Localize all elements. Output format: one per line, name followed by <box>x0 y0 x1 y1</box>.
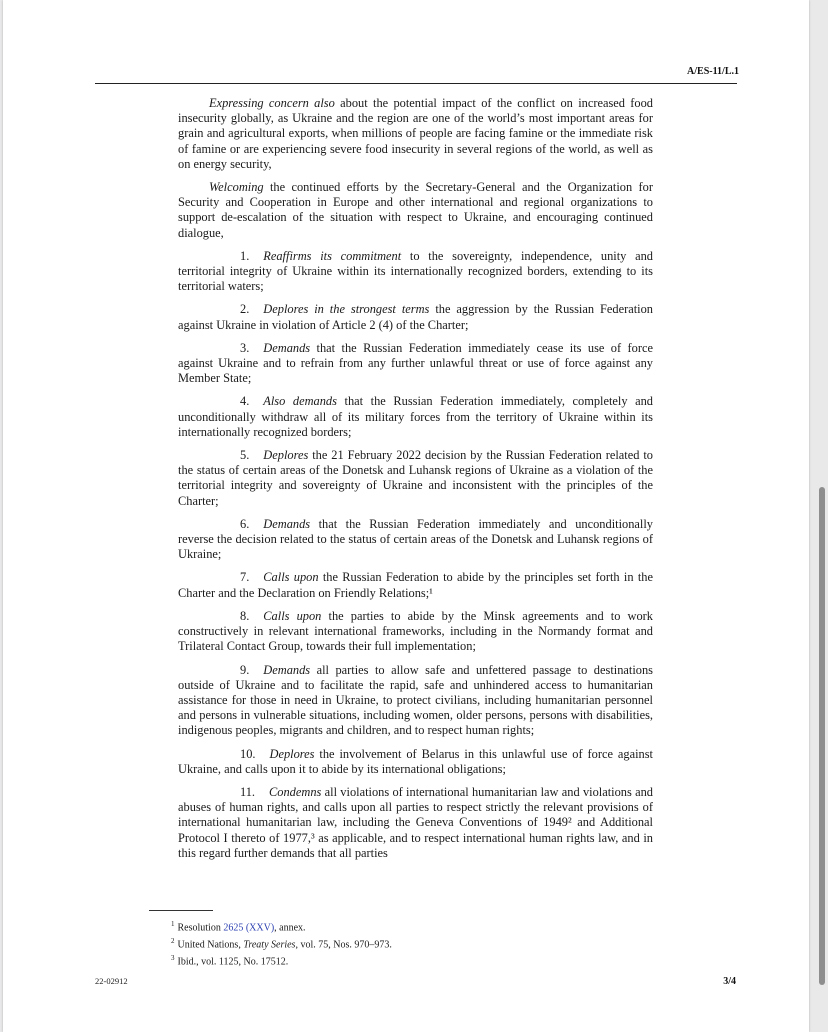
paragraph-text: the parties to abide by the Minsk agreements and to work constructively in relevant international frameworks, including in the Normandy format and Trilateral Contact Group, towards their full implementation; <box>178 608 653 654</box>
paragraph-text: that the Russian Federation immediately cease its use of force against Ukraine and to refrain from any further unlawful threat or use of force against any Member State; <box>178 340 653 386</box>
paragraph <box>178 747 653 777</box>
paragraph <box>178 785 653 861</box>
paragraph-text: all parties to allow safe and unfettered passage to destinations outside of Ukraine and to facilitate the rapid, safe and unhindered access to humanitarian assistance for those in need in Ukraine, to protect civilians, including humanitarian personnel and persons in vulnerable situations, including women, older persons, persons with disabilities, indigenous peoples, migrants and children, and to respect human rights; <box>178 662 653 738</box>
paragraph-text: the continued efforts by the Secretary-General and the Organization for Security and Cooperation in Europe and other international and regional organizations to support de-escalation of the situation with respect to Ukraine, and encouraging continued dialogue, <box>178 180 653 240</box>
document-symbol: A/ES-11/L.1 <box>687 66 739 77</box>
paragraph-number: 8. <box>240 608 250 623</box>
paragraph-text: all violations of international humanitarian law and violations and abuses of human rights, and calls upon all parties to respect strictly the relevant provisions of international humanitarian law, including the Geneva Conventions of 1949² and Additional Protocol I thereto of 1977,³ as applicable, and to respect international human rights law, and in this regard further demands that all parties <box>178 784 653 860</box>
paragraph-number: 5. <box>240 448 250 463</box>
scrollbar-thumb[interactable] <box>819 487 825 985</box>
paragraph <box>178 517 653 563</box>
paragraph-text: to the sovereignty, independence, unity and territorial integrity of Ukraine within its internationally recognized borders, extending to its territorial waters; <box>178 248 653 294</box>
operative-phrase: Demands <box>263 516 311 531</box>
operative-phrase: Deplores <box>269 746 315 761</box>
operative-phrase: Also demands <box>263 394 337 409</box>
paragraph-text: the 21 February 2022 decision by the Russian Federation related to the status of certain areas of the Donetsk and Luhansk regions of Ukraine as a violation of the territorial integrity and sovereignty of Ukraine and inconsistent with the principles of the Charter; <box>178 448 653 508</box>
paragraph <box>178 341 653 387</box>
paragraph <box>178 570 653 600</box>
paragraph <box>178 180 653 241</box>
paragraph <box>178 394 653 440</box>
footnotes <box>171 918 392 968</box>
paragraph-number: 6. <box>240 516 250 531</box>
paragraph-text: that the Russian Federation immediately, completely and unconditionally withdraw all of its military forces from the territory of Ukraine within its internationally recognized borders; <box>178 394 654 439</box>
resolution-body <box>178 96 653 869</box>
paragraph-text: the aggression by the Russian Federation against Ukraine in violation of Article 2 (4) of the Charter; <box>178 302 653 332</box>
paragraph-text: the involvement of Belarus in this unlawful use of force against Ukraine, and calls upon it to abide by its international obligations; <box>178 746 653 776</box>
operative-phrase: Calls upon <box>263 570 319 585</box>
header-divider <box>95 83 737 84</box>
paragraph <box>178 96 653 172</box>
page-number: 3/4 <box>723 976 736 987</box>
operative-phrase: Reaffirms its commitment <box>263 248 402 263</box>
paragraph <box>178 302 653 332</box>
paragraph-text: about the potential impact of the conflict on increased food insecurity globally, as Ukraine and the region are one of the world’s most important areas for grain and agricultural exports, when millions of people are facing famine or the immediate risk of famine or are experiencing severe food insecurity in several regions of the world, as well as on energy security, <box>178 96 654 171</box>
paragraph <box>178 249 653 295</box>
operative-phrase: Expressing concern also <box>209 96 335 110</box>
resolution-link[interactable]: 2625 (XXV) <box>223 922 275 934</box>
paragraph-number: 10. <box>240 746 256 761</box>
paragraph-number: 2. <box>240 302 250 317</box>
operative-phrase: Demands <box>263 340 311 355</box>
operative-phrase: Condemns <box>269 784 322 799</box>
paragraph-number: 7. <box>240 570 250 585</box>
paragraph-number: 1. <box>240 248 250 263</box>
footnote-3: $^3$ Ibid., vol. 1125, No. 17512. <box>171 953 289 967</box>
operative-phrase: Demands <box>263 662 311 677</box>
operative-phrase: Welcoming <box>209 180 264 195</box>
operative-phrase: Deplores <box>263 448 309 463</box>
paragraph-number: 3. <box>240 340 250 355</box>
paragraph-number: 11. <box>240 784 256 799</box>
footnote-divider <box>149 910 213 911</box>
paragraph <box>178 448 653 509</box>
paragraph-number: 9. <box>240 662 250 677</box>
footnote-2: $^2$ United Nations, Treaty Series, vol. 75, Nos. 970–973. <box>171 936 392 951</box>
paragraph <box>178 663 653 739</box>
operative-phrase: Calls upon <box>263 608 322 623</box>
footnote-1: $^1$ Resolution 2625 (XXV), annex. <box>171 920 306 934</box>
document-page <box>3 0 809 1032</box>
operative-phrase: Deplores in the strongest terms <box>263 302 430 317</box>
document-number: 22-02912 <box>95 976 128 986</box>
paragraph <box>178 609 653 655</box>
paragraph-number: 4. <box>240 394 250 409</box>
paragraph-text: that the Russian Federation immediately and unconditionally reverse the decision related to the status of certain areas of the Donetsk and Luhansk regions of Ukraine; <box>178 516 653 562</box>
paragraph-text: the Russian Federation to abide by the principles set forth in the Charter and the Declaration on Friendly Relations;¹ <box>178 570 653 600</box>
